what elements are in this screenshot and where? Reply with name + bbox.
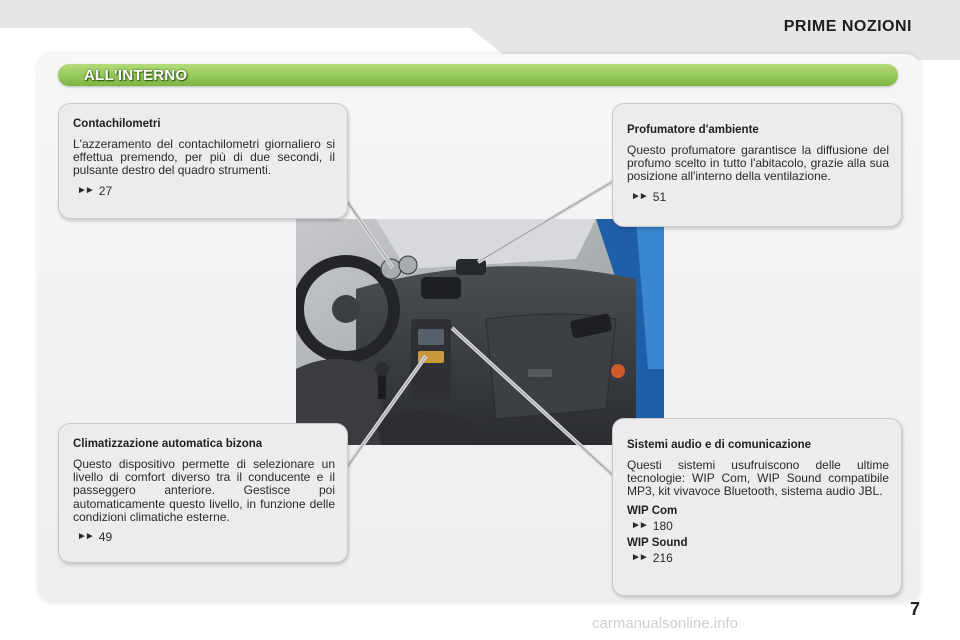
watermark: carmanualsonline.info	[592, 615, 738, 632]
section-title: ALL'INTERNO	[84, 67, 188, 84]
contachilometri-text: L'azzeramento del contachilometri giornaliero si effettua premendo, per più di due secondi, il pulsante destro del quadro strumenti.	[73, 137, 335, 178]
page-number: 7	[909, 599, 920, 619]
wip-com-label: WIP Com	[627, 504, 678, 517]
contachilometri-title: Contachilometri	[73, 118, 161, 130]
sistemi-audio-title: Sistemi audio e di comunicazione	[627, 439, 812, 451]
climatizzazione-page-ref: 49	[98, 529, 113, 544]
fast-forward-icon: ►►	[77, 185, 93, 197]
profumatore-page-ref: 51	[652, 189, 667, 204]
wip-sound-page-link[interactable]	[631, 551, 889, 565]
climatizzazione-text: Questo dispositivo permette di selezionare un livello di comfort diverso tra il conducente e il passeggero anteriore. Gestisce poi automaticamente questo livello, in funzione delle condizioni climatiche esterne.	[73, 457, 335, 524]
wip-sound-page-ref: 216	[652, 550, 673, 565]
wip-sound-label: WIP Sound	[627, 536, 688, 549]
climatizzazione-title: Climatizzazione automatica bizona	[73, 438, 263, 450]
fast-forward-icon: ►►	[631, 552, 647, 564]
wip-com-page-link[interactable]	[631, 519, 889, 533]
sistemi-audio-box	[612, 418, 902, 596]
climatizzazione-page-link[interactable]	[77, 530, 335, 544]
profumatore-box	[612, 103, 902, 227]
fast-forward-icon: ►►	[631, 520, 647, 532]
page-header-title: PRIME NOZIONI	[783, 18, 912, 35]
contachilometri-page-link[interactable]	[77, 184, 335, 198]
profumatore-text: Questo profumatore garantisce la diffusione del profumo scelto in tutto l'abitacolo, grazie alla sua posizione all'interno della ventilazione.	[627, 143, 889, 184]
profumatore-page-link[interactable]	[631, 190, 889, 204]
dashboard-interior-illustration	[296, 219, 664, 445]
fast-forward-icon: ►►	[77, 531, 93, 543]
sistemi-audio-text: Questi sistemi usufruiscono delle ultime tecnologie: WIP Com, WIP Sound compatibile MP3, kit vivavoce Bluetooth, sistema audio JBL.	[627, 458, 889, 499]
profumatore-title: Profumatore d'ambiente	[627, 124, 759, 136]
contachilometri-page-ref: 27	[98, 183, 113, 198]
contachilometri-box	[58, 103, 348, 219]
climatizzazione-box	[58, 423, 348, 563]
wip-com-page-ref: 180	[652, 518, 673, 533]
fast-forward-icon: ►►	[631, 191, 647, 203]
